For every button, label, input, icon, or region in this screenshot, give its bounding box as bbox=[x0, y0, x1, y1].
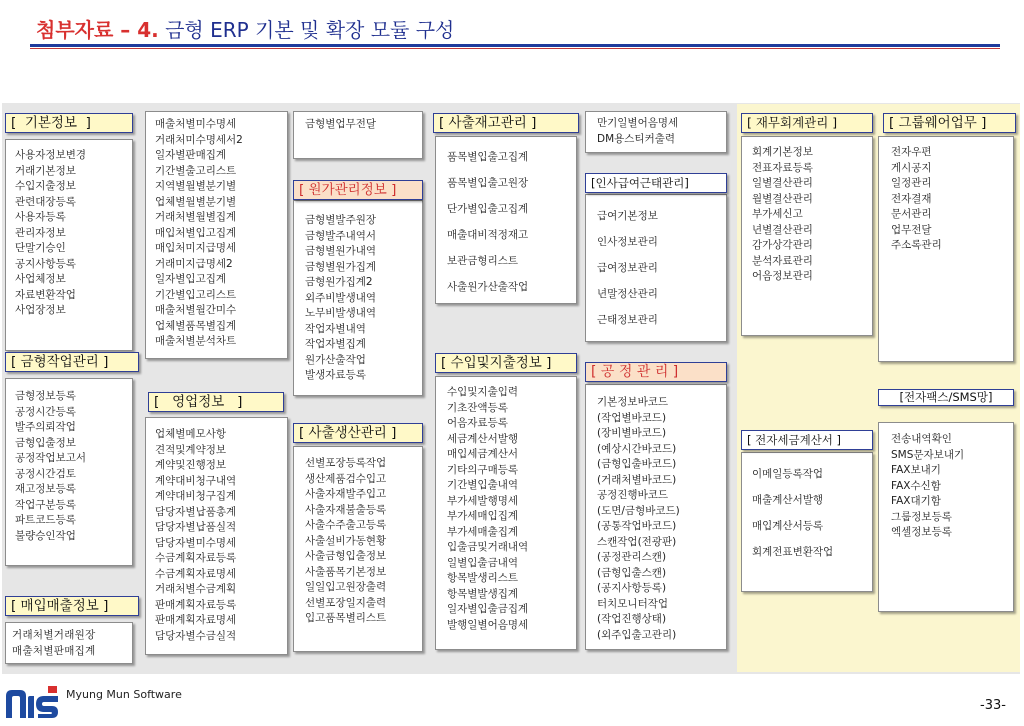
basic-info-header: [ 기본정보 ] bbox=[5, 113, 133, 133]
list-item: (공통작업바코드) bbox=[597, 520, 677, 532]
process-header: [ 공 정 관 리 ] bbox=[585, 362, 727, 382]
sales-report-list bbox=[146, 112, 287, 350]
basic-info-panel bbox=[5, 139, 133, 351]
list-item: 생산제품검수입고 bbox=[305, 472, 387, 485]
list-item: 업체별메모사항 bbox=[155, 428, 227, 440]
list-item: 게시공지 bbox=[891, 161, 932, 174]
list-item: 매입처미지급명세 bbox=[155, 242, 237, 254]
list-item: (금형입출스캔) bbox=[597, 566, 667, 579]
list-item: DM용스티커출력 bbox=[597, 132, 676, 145]
list-item: 공정시간등록 bbox=[15, 405, 76, 418]
list-item: SMS문자보내기 bbox=[891, 448, 965, 461]
list-item: 항목별발생집계 bbox=[447, 587, 519, 600]
material-header: [ 사출재고관리 ] bbox=[433, 113, 579, 133]
process-panel bbox=[585, 384, 727, 650]
title-text: 금형 ERP 기본 및 확장 모듈 구성 bbox=[158, 18, 455, 42]
list-item: 수입및지출입력 bbox=[447, 386, 519, 398]
cost-list bbox=[294, 201, 422, 384]
import-export-panel bbox=[435, 376, 577, 650]
list-item: (작업진행상태) bbox=[597, 613, 667, 625]
list-item: 판매계획자료명세 bbox=[155, 614, 237, 626]
purchase-sales-header: [ 매입매출정보 ] bbox=[5, 596, 139, 616]
list-item: 전송내역확인 bbox=[891, 433, 952, 445]
list-item: 품목별입출고원장 bbox=[447, 177, 529, 189]
fax-sms-header: [전자팩스/SMS망] bbox=[878, 389, 1014, 406]
mold-work-list bbox=[6, 379, 132, 544]
list-item: (장비별바코드) bbox=[597, 427, 667, 439]
list-item: 기간별입출내역 bbox=[447, 479, 519, 491]
list-item: 감가상각관리 bbox=[752, 239, 813, 251]
list-item: 년별결산관리 bbox=[752, 223, 813, 236]
list-item: 단말기승인 bbox=[15, 242, 66, 254]
list-item: 자료변환작업 bbox=[15, 288, 76, 301]
list-item: 단가별입출고집계 bbox=[447, 203, 529, 215]
list-item: 업체별품목별집계 bbox=[155, 319, 237, 332]
list-item: 금형별원가내역 bbox=[305, 245, 377, 257]
list-item: 부가세발행명세 bbox=[447, 494, 519, 507]
hr-header: [인사급여근태관리] bbox=[585, 173, 727, 193]
list-item: 사출금형입출정보 bbox=[305, 550, 387, 562]
list-item: (외주입출고관리) bbox=[597, 628, 677, 641]
list-item: 금형입출정보 bbox=[15, 436, 76, 449]
mold-work-header: [ 금형작업관리 ] bbox=[5, 352, 139, 372]
list-item: 매출처별월간미수 bbox=[155, 304, 237, 316]
list-item: 계약대비청구집계 bbox=[155, 490, 237, 502]
list-item: 기본정보바코드 bbox=[597, 396, 669, 408]
import-export-list bbox=[436, 377, 576, 633]
list-item: 업무전달 bbox=[891, 223, 932, 236]
list-item: 공지사항등록 bbox=[15, 257, 76, 270]
list-item: 계약및진행정보 bbox=[155, 459, 227, 471]
list-item: 공정시간검토 bbox=[15, 467, 76, 480]
mold-task-panel bbox=[293, 111, 423, 159]
list-item: 급여정보관리 bbox=[597, 262, 658, 274]
list-item: 사출품목기본정보 bbox=[305, 565, 387, 578]
list-item: (금형입출바코드) bbox=[597, 458, 677, 470]
list-item: 담당자별납품총계 bbox=[155, 505, 237, 518]
list-item: 재고정보등록 bbox=[15, 483, 76, 495]
list-item: 지역별월별분기별 bbox=[155, 180, 237, 192]
title-prefix: 첨부자료 – 4. bbox=[36, 18, 159, 42]
notes-list bbox=[586, 112, 726, 147]
list-item: 분석자료관리 bbox=[752, 254, 813, 267]
list-item: 외주비발생내역 bbox=[305, 291, 377, 304]
list-item: 거래기본정보 bbox=[15, 164, 76, 177]
list-item: 매출처별미수명세 bbox=[155, 118, 237, 130]
production-list bbox=[294, 447, 422, 627]
finance-header: [ 재무회계관리 ] bbox=[741, 113, 873, 133]
list-item: 년말정산관리 bbox=[597, 288, 658, 300]
sales-header: [ 영업정보 ] bbox=[148, 392, 284, 412]
title bbox=[36, 14, 454, 43]
list-item: 불량승인작업 bbox=[15, 529, 76, 542]
tax-invoice-list bbox=[742, 453, 872, 565]
list-item: 금형정보등록 bbox=[15, 390, 76, 402]
list-item: 기간별출고리스트 bbox=[155, 164, 237, 177]
list-item: 담당자별미수명세 bbox=[155, 536, 237, 549]
mold-task-list bbox=[294, 112, 422, 133]
list-item: (작업별바코드) bbox=[597, 411, 667, 424]
list-item: 작업자별집계 bbox=[305, 338, 366, 350]
list-item: (거래처별바코드) bbox=[597, 473, 677, 486]
list-item: 기타의구매등록 bbox=[447, 463, 519, 476]
list-item: 인사정보관리 bbox=[597, 236, 658, 248]
list-item: 파트코드등록 bbox=[15, 514, 76, 526]
material-panel bbox=[435, 136, 577, 304]
list-item: 담당자별납품실적 bbox=[155, 521, 237, 533]
list-item: 작업구분등록 bbox=[15, 498, 76, 511]
purchase-sales-list bbox=[6, 623, 132, 659]
sales-panel bbox=[145, 417, 288, 655]
finance-list bbox=[742, 137, 872, 285]
list-item: 거래처별거래원장 bbox=[12, 629, 96, 641]
company-logo bbox=[4, 686, 62, 720]
list-item: 만기일별어음명세 bbox=[597, 117, 679, 129]
material-list bbox=[436, 137, 576, 300]
list-item: (공지사항등록) bbox=[597, 582, 667, 594]
process-list bbox=[586, 385, 726, 643]
list-item: 공정작업보고서 bbox=[15, 452, 87, 464]
list-item: 회계전표변환작업 bbox=[752, 546, 834, 558]
list-item: 항목발생리스트 bbox=[447, 572, 519, 584]
list-item: 거래처미수명세서2 bbox=[155, 133, 243, 146]
list-item: 보관금형리스트 bbox=[447, 255, 519, 267]
list-item: 수입지출정보 bbox=[15, 180, 76, 192]
list-item: 부가세매입집계 bbox=[447, 510, 519, 522]
list-item: 전자결재 bbox=[891, 192, 932, 205]
list-item: 매출처별판매집계 bbox=[12, 644, 96, 657]
brand-name: Myung Mun Software bbox=[66, 688, 182, 701]
list-item: 매입처별입고집계 bbox=[155, 226, 237, 239]
list-item: 발행일별어음명세 bbox=[447, 618, 529, 631]
hr-list bbox=[586, 195, 726, 333]
list-item: 관련대장등록 bbox=[15, 195, 76, 208]
list-item: 품목별입출고집계 bbox=[447, 151, 529, 163]
list-item: 거래처별월별집계 bbox=[155, 211, 237, 223]
list-item: 수금계획자료등록 bbox=[155, 552, 237, 564]
list-item: 판매계획자료등록 bbox=[155, 598, 237, 611]
list-item: 노무비발생내역 bbox=[305, 307, 377, 319]
cost-header: [ 원가관리정보 ] bbox=[293, 180, 423, 200]
list-item: 월별결산관리 bbox=[752, 192, 813, 205]
hr-panel bbox=[585, 194, 727, 342]
list-item: FAX대기함 bbox=[891, 495, 941, 507]
list-item: 발주의뢰작업 bbox=[15, 421, 76, 433]
list-item: 계약대비청구내역 bbox=[155, 474, 237, 487]
cost-panel bbox=[293, 200, 423, 396]
list-item: 선별포장일지출력 bbox=[305, 596, 387, 609]
sales-list bbox=[146, 418, 287, 644]
list-item: 견적및계약정보 bbox=[155, 443, 227, 456]
list-item: 전자우편 bbox=[891, 146, 932, 158]
list-item: 부가세매출집계 bbox=[447, 525, 519, 538]
basic-info-list bbox=[6, 140, 132, 319]
production-panel bbox=[293, 446, 423, 652]
list-item: 세금계산서발행 bbox=[447, 432, 519, 445]
title-rule-accent bbox=[30, 48, 1000, 49]
list-item: 사업장정보 bbox=[15, 304, 66, 316]
list-item: 사용자정보변경 bbox=[15, 149, 87, 161]
list-item: 입출금및거래내역 bbox=[447, 541, 529, 553]
fax-sms-list bbox=[879, 423, 1013, 541]
list-item: 금형별발주원장 bbox=[305, 214, 377, 226]
list-item: 금형원가집계2 bbox=[305, 276, 373, 288]
list-item: (도면/금형바코드) bbox=[597, 504, 680, 517]
list-item: 담당자별수금실적 bbox=[155, 629, 237, 642]
list-item: 매입계산서등록 bbox=[752, 520, 824, 532]
list-item: 매출대비적정재고 bbox=[447, 229, 529, 241]
mold-work-panel bbox=[5, 378, 133, 566]
list-item: 매입세금계산서 bbox=[447, 448, 519, 460]
list-item: 선별포장등록작업 bbox=[305, 457, 387, 469]
list-item: 근태정보관리 bbox=[597, 314, 658, 326]
list-item: (공정관리스캔) bbox=[597, 551, 667, 563]
list-item: 스캔작업(전광판) bbox=[597, 535, 677, 548]
list-item: 매출처별분석차트 bbox=[155, 335, 237, 347]
list-item: 어음정보관리 bbox=[752, 270, 813, 282]
list-item: 사업체정보 bbox=[15, 273, 66, 285]
list-item: 공정진행바코드 bbox=[597, 489, 669, 501]
list-item: 부가세신고 bbox=[752, 208, 803, 220]
list-item: 일별결산관리 bbox=[752, 177, 813, 189]
groupware-list bbox=[879, 137, 1013, 254]
list-item: 사출수주출고등록 bbox=[305, 519, 387, 531]
production-header: [ 사출생산관리 ] bbox=[293, 423, 423, 443]
list-item: 사출자재발주입고 bbox=[305, 488, 387, 500]
list-item: 거래미지급명세2 bbox=[155, 257, 233, 270]
purchase-sales-panel bbox=[5, 622, 133, 664]
list-item: 이메일등록작업 bbox=[752, 468, 824, 480]
list-item: 기간별입고리스트 bbox=[155, 288, 237, 301]
tax-invoice-panel bbox=[741, 452, 873, 592]
list-item: 회계기본정보 bbox=[752, 146, 813, 158]
list-item: 작업자별내역 bbox=[305, 322, 366, 335]
list-item: FAX수신함 bbox=[891, 479, 941, 492]
list-item: 금형별업무전달 bbox=[305, 118, 377, 130]
list-item: 관리자정보 bbox=[15, 226, 66, 239]
list-item: 업체별월별분기별 bbox=[155, 195, 237, 208]
list-item: 거래처별수금계획 bbox=[155, 583, 237, 595]
list-item: 입고품목별리스트 bbox=[305, 612, 387, 624]
list-item: 일별입출금내역 bbox=[447, 556, 519, 569]
list-item: 일일입고원장출력 bbox=[305, 581, 387, 593]
list-item: FAX보내기 bbox=[891, 464, 941, 476]
notes-panel bbox=[585, 111, 727, 153]
list-item: 금형별원가집계 bbox=[305, 260, 377, 273]
list-item: 발생자료등록 bbox=[305, 369, 366, 381]
list-item: 엑셀정보등록 bbox=[891, 526, 952, 538]
list-item: 사출자재불출등록 bbox=[305, 503, 387, 516]
list-item: 사출원가산출작업 bbox=[447, 281, 529, 293]
list-item: 어음자료등록 bbox=[447, 417, 508, 429]
fax-sms-panel bbox=[878, 422, 1014, 612]
groupware-header: [ 그룹웨어업무 ] bbox=[883, 113, 1016, 133]
list-item: 전표자료등록 bbox=[752, 161, 813, 174]
list-item: 원가산출작업 bbox=[305, 353, 366, 366]
list-item: 일자별입고집계 bbox=[155, 273, 227, 285]
list-item: 사용자등록 bbox=[15, 211, 66, 223]
list-item: 문서관리 bbox=[891, 208, 932, 220]
sales-report-panel bbox=[145, 111, 288, 359]
list-item: 급여기본정보 bbox=[597, 210, 658, 222]
import-export-header: [ 수입및지출정보 ] bbox=[435, 353, 577, 373]
title-rule bbox=[30, 44, 1000, 47]
list-item: 일정관리 bbox=[891, 177, 932, 189]
list-item: 수금계획자료명세 bbox=[155, 567, 237, 580]
list-item: 일자별입출금집계 bbox=[447, 603, 529, 615]
list-item: 주소록관리 bbox=[891, 239, 942, 251]
list-item: 일자별판매집계 bbox=[155, 149, 227, 161]
list-item: 터치모니터작업 bbox=[597, 597, 669, 610]
list-item: 기초잔액등록 bbox=[447, 401, 508, 414]
list-item: 사출설비가동현황 bbox=[305, 534, 387, 547]
tax-invoice-header: [ 전자세금계산서 ] bbox=[741, 430, 873, 450]
list-item: (예상시간바코드) bbox=[597, 442, 677, 455]
list-item: 금형발주내역서 bbox=[305, 229, 377, 242]
list-item: 그룹정보등록 bbox=[891, 510, 952, 523]
page-number: -33- bbox=[980, 698, 1006, 713]
groupware-panel bbox=[878, 136, 1014, 362]
list-item: 매출계산서발행 bbox=[752, 494, 824, 506]
finance-panel bbox=[741, 136, 873, 336]
